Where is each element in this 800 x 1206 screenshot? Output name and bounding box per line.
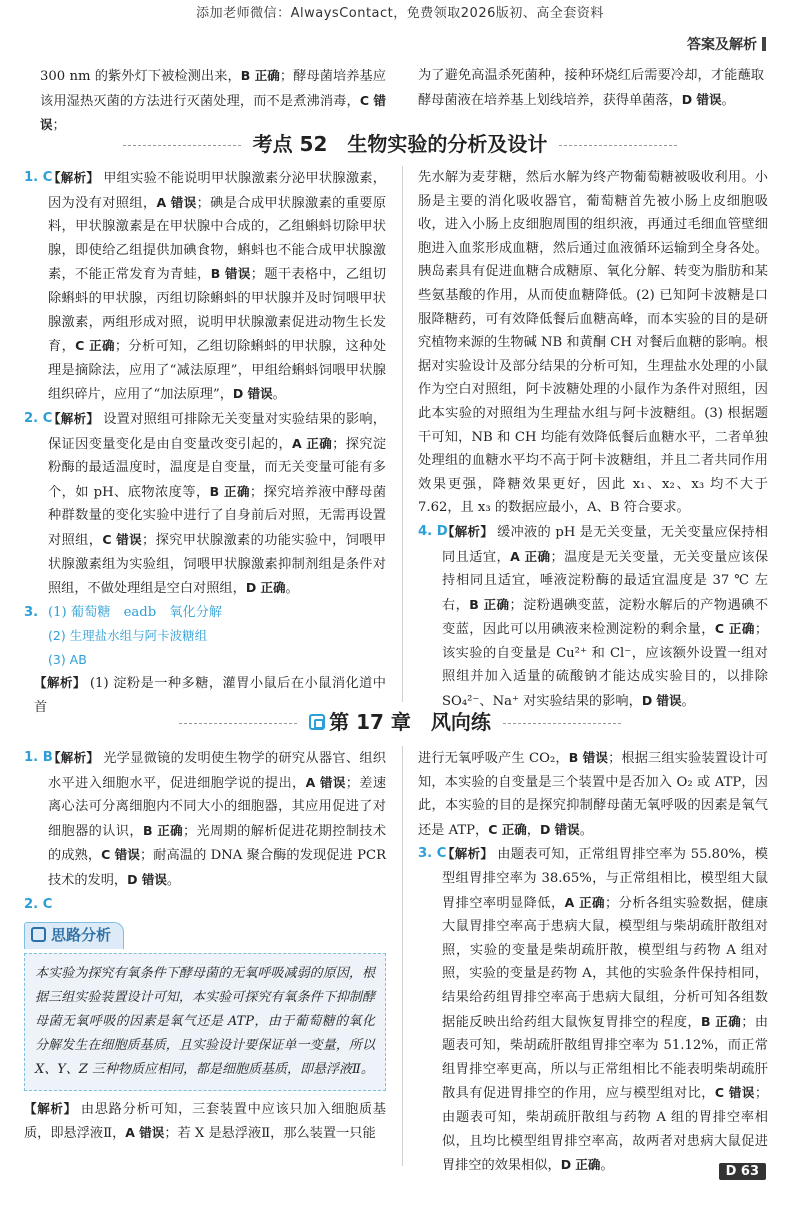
s1-right-column <box>418 166 768 714</box>
column-divider-1 <box>402 166 403 702</box>
s2-right-column <box>418 746 768 1178</box>
header-tag-label: 答案及解析 <box>687 37 757 53</box>
s1-left-column <box>24 166 386 720</box>
top-right-text: 为了避免高温杀死菌种，接种环烧红后需要冷却，才能蘸取酵母菌液在培养基上划线培养，获得单菌落，D 错误。 <box>418 68 764 108</box>
ch17-question-2-analysis-continued: 进行无氧呼吸产生 CO₂，B 错误；根据三组实验装置设计可知，本实验的自变量是三个装置中是否加入 O₂ 或 ATP，因此，本实验的目的是探究抑制酵母菌无氧呼吸的因素是氧气还是 ATP，C 正确，D 错误。 <box>418 750 768 838</box>
question-4 <box>418 520 768 714</box>
question-3-analysis: 【解析】 (1) 淀粉是一种多糖，灌胃小鼠后在小鼠消化道中首 <box>34 675 386 716</box>
ch17-question-2-number: 2. C <box>24 896 53 912</box>
ch17-question-2-analysis: 【解析】 由思路分析可知，三套装置中应该只加入细胞质基质，即悬浮液Ⅱ，A 错误；若 X 是悬浮液Ⅱ，那么装置一只能 <box>24 1100 386 1142</box>
header-tag <box>687 34 766 54</box>
question-2-number: 2. C <box>24 410 53 426</box>
page-number: D 63 <box>719 1163 766 1180</box>
title-dash-left-2 <box>179 723 297 724</box>
question-3-analysis-continued: 先水解为麦芽糖，然后水解为终产物葡萄糖被吸收利用。小肠是主要的消化吸收器官，葡萄糖首先被小肠上皮细胞吸收，进入小肠上皮细胞周围的组织液，再通过毛细血管壁细胞进入血浆形成血糖，然后通过血液循环运输到全身各处。胰岛素具有促进血糖合成糖原、氧化分解、转变为脂肪和某些氨基酸的作用，从而使血糖降低。(2) 已知阿卡波糖是口服降糖药，可有效降低餐后血糖高峰，而本实验的目的是研究植物来源的生物碱 NB 和黄酮 CH 对餐后血糖的影响。根据对实验设计及部分结果的分析可知，生理盐水处理的小鼠作为空白对照组，阿卡波糖处理的小鼠作为条件对照组，因此本实验的对照组为生理盐水组与阿卡波糖组。(3) 根据题干可知，NB 和 CH 均能有效降低餐后血糖水平，二者单独处理组的血糖水平均不高于阿卡波糖组，并且二者共同作用效果更强，降糖效果更好，因此 x₁、x₂、x₃ 均不大于 7.62，且 x₃ 的数据应最小，A、B 符合要求。 <box>418 170 768 516</box>
section-title-2-text: 第 17 章 风向练 <box>329 710 491 734</box>
title-dash-right-2 <box>503 723 621 724</box>
chapter-icon <box>309 714 325 730</box>
header-tag-bar <box>762 37 766 51</box>
question-3-number: 3. <box>24 604 39 620</box>
ch17-question-3-analysis: 【解析】 由题表可知，正常组胃排空率为 55.80%，模型组胃排空率为 38.65%，与正常组相比，模型组大鼠胃排空率明显降低，A 正确；分析各组实验数据，健康大鼠胃排空率高于患病大鼠，模型组与柴胡疏肝散组对照，实验的变量是柴胡疏肝散，模型组与药物 A 组对照，实验的变量是药物 A，其他的实验条件保持相同，结果给药组胃排空率高于患病大鼠组，分析可知各组数据能反映出给药组大鼠恢复胃排空的程度，B 正确；由题表可知，柴胡疏肝散组胃排空率为 51.12%，而正常组胃排空率更高，所以与正常组相比不能表明柴胡疏肝散具有促进胃排空的作用，应与模型组对比，C 错误；由题表可知，柴胡疏肝散组与药物 A 组的胃排空率相似，且均比模型组胃排空率高，故两者对患病大鼠促进胃排空的效果相似，D 正确。 <box>442 846 769 1174</box>
question-3 <box>24 601 386 625</box>
section-title-1-text: 考点 52 生物实验的分析及设计 <box>252 132 548 156</box>
question-4-number: 4. D <box>418 523 448 539</box>
top-left-paragraph <box>40 64 386 138</box>
title-dash-left <box>123 145 241 146</box>
question-1 <box>24 166 386 407</box>
question-3-answer-3: (3) AB <box>48 651 87 667</box>
ch17-question-1-analysis: 【解析】 光学显微镜的发明使生物学的研究从器官、组织水平进入细胞水平，促进细胞学说的提出，A 错误；差速离心法可分离细胞内不同大小的细胞器，其应用促进了对细胞器的认识，B 正确；光周期的解析促进花期控制技术的成熟，C 错误；耐高温的 DNA 聚合酶的发现促进 PCR 技术的发明，D 错误。 <box>48 750 387 888</box>
title-dash-right <box>559 145 677 146</box>
question-1-analysis: 【解析】 甲组实验不能说明甲状腺激素分泌甲状腺激素，因为没有对照组，A 错误；碘是合成甲状腺激素的重要原料，甲状腺激素是在甲状腺中合成的，乙组蝌蚪切除甲状腺，即使给乙组提供加碘食物，蝌蚪也不能合成甲状腺激素，不能正常发育为青蛙，B 错误；题干表格中，乙组切除蝌蚪的甲状腺，丙组切除蝌蚪的甲状腺并及时饲喂甲状腺激素，两组形成对照，说明甲状腺激素促进动物生长发育，C 正确；分析可知，乙组切除蝌蚪的甲状腺，这种处理是摘除法，应用了“减法原理”，甲组给蝌蚪饲喂甲状腺组织碎片，应用了“加法原理”，D 错误。 <box>48 170 387 403</box>
ch17-question-3-number: 3. C <box>418 846 447 862</box>
thinking-analysis-text: 本实验为探究有氧条件下酵母菌的无氧呼吸减弱的原因，根据三组实验装置设计可知，本实验可探究有氧条件下抑制酵母菌无氧呼吸的因素是氧气还是 ATP，由于葡萄糖的氧化分解发生在细胞质基质，且实验设计要保证单一变量，所以 X、Y、Z 三种物质应相同，都是细胞质基质，即悬浮液Ⅱ。 <box>35 965 375 1077</box>
thinking-analysis-box <box>24 953 386 1091</box>
ch17-question-3 <box>418 842 768 1177</box>
top-right-paragraph <box>418 64 764 112</box>
question-1-number: 1. C <box>24 170 53 185</box>
ch17-question-1-number: 1. B <box>24 750 53 765</box>
analysis-icon <box>31 927 46 942</box>
question-3-answer-2: (2) 生理盐水组与阿卡波糖组 <box>48 628 208 644</box>
ch17-question-1 <box>24 746 386 893</box>
question-3-answer-1: (1) 葡萄糖 eadb 氧化分解 <box>48 604 223 620</box>
question-2-analysis: 【解析】 设置对照组可排除无关变量对实验结果的影响，保证因变量变化是由自变量改变引起的，A 正确；探究淀粉酶的最适温度时，温度是自变量，而无关变量可能有多个，如 pH、底物浓度等，B 正确；探究培养液中酵母菌种群数量的变化实验中进行了自身前后对照，无需再设置对照组，C 错误；探究甲状腺激素的功能实验中，饲喂甲状腺激素组为实验组，饲喂甲状腺激素抑制剂组是条件对照组，不做处理组是空白对照组，D 正确。 <box>48 410 387 597</box>
promo-banner: 添加老师微信：AlwaysContact，免费领取2026版初、高全套资料 <box>196 6 604 21</box>
question-2 <box>24 407 386 601</box>
column-divider-2 <box>402 746 403 1166</box>
section-title-2 <box>0 706 800 735</box>
section-title-1 <box>0 128 800 157</box>
top-left-text: 300 nm 的紫外灯下被检测出来，B 正确；酵母菌培养基应该用湿热灭菌的方法进行灭菌处理，而不是煮沸消毒，C 错误； <box>40 68 386 134</box>
ch17-question-2-spacer <box>48 893 386 917</box>
question-4-analysis: 【解析】 缓冲液的 pH 是无关变量，无关变量应保持相同且适宜，A 正确；温度是无关变量，无关变量应该保持相同且适宜，唾液淀粉酶的最适宜温度是 37 ℃ 左右，B 正确；淀粉遇碘变蓝，淀粉水解后的产物遇碘不变蓝，因此可以用碘液来检测淀粉的剩余量，C 正确；该实验的自变量是 Cu²⁺ 和 Cl⁻，应该额外设置一组对照组并加入适量的硫酸钠才能达成实验目的，以排除 SO₄²⁻、Na⁺ 对实验结果的影响，D 错误。 <box>442 523 769 710</box>
thinking-analysis-title: 思路分析 <box>51 926 112 945</box>
thinking-analysis-tab <box>24 922 124 949</box>
ch17-question-2 <box>24 893 386 917</box>
s2-left-column <box>24 746 386 1146</box>
